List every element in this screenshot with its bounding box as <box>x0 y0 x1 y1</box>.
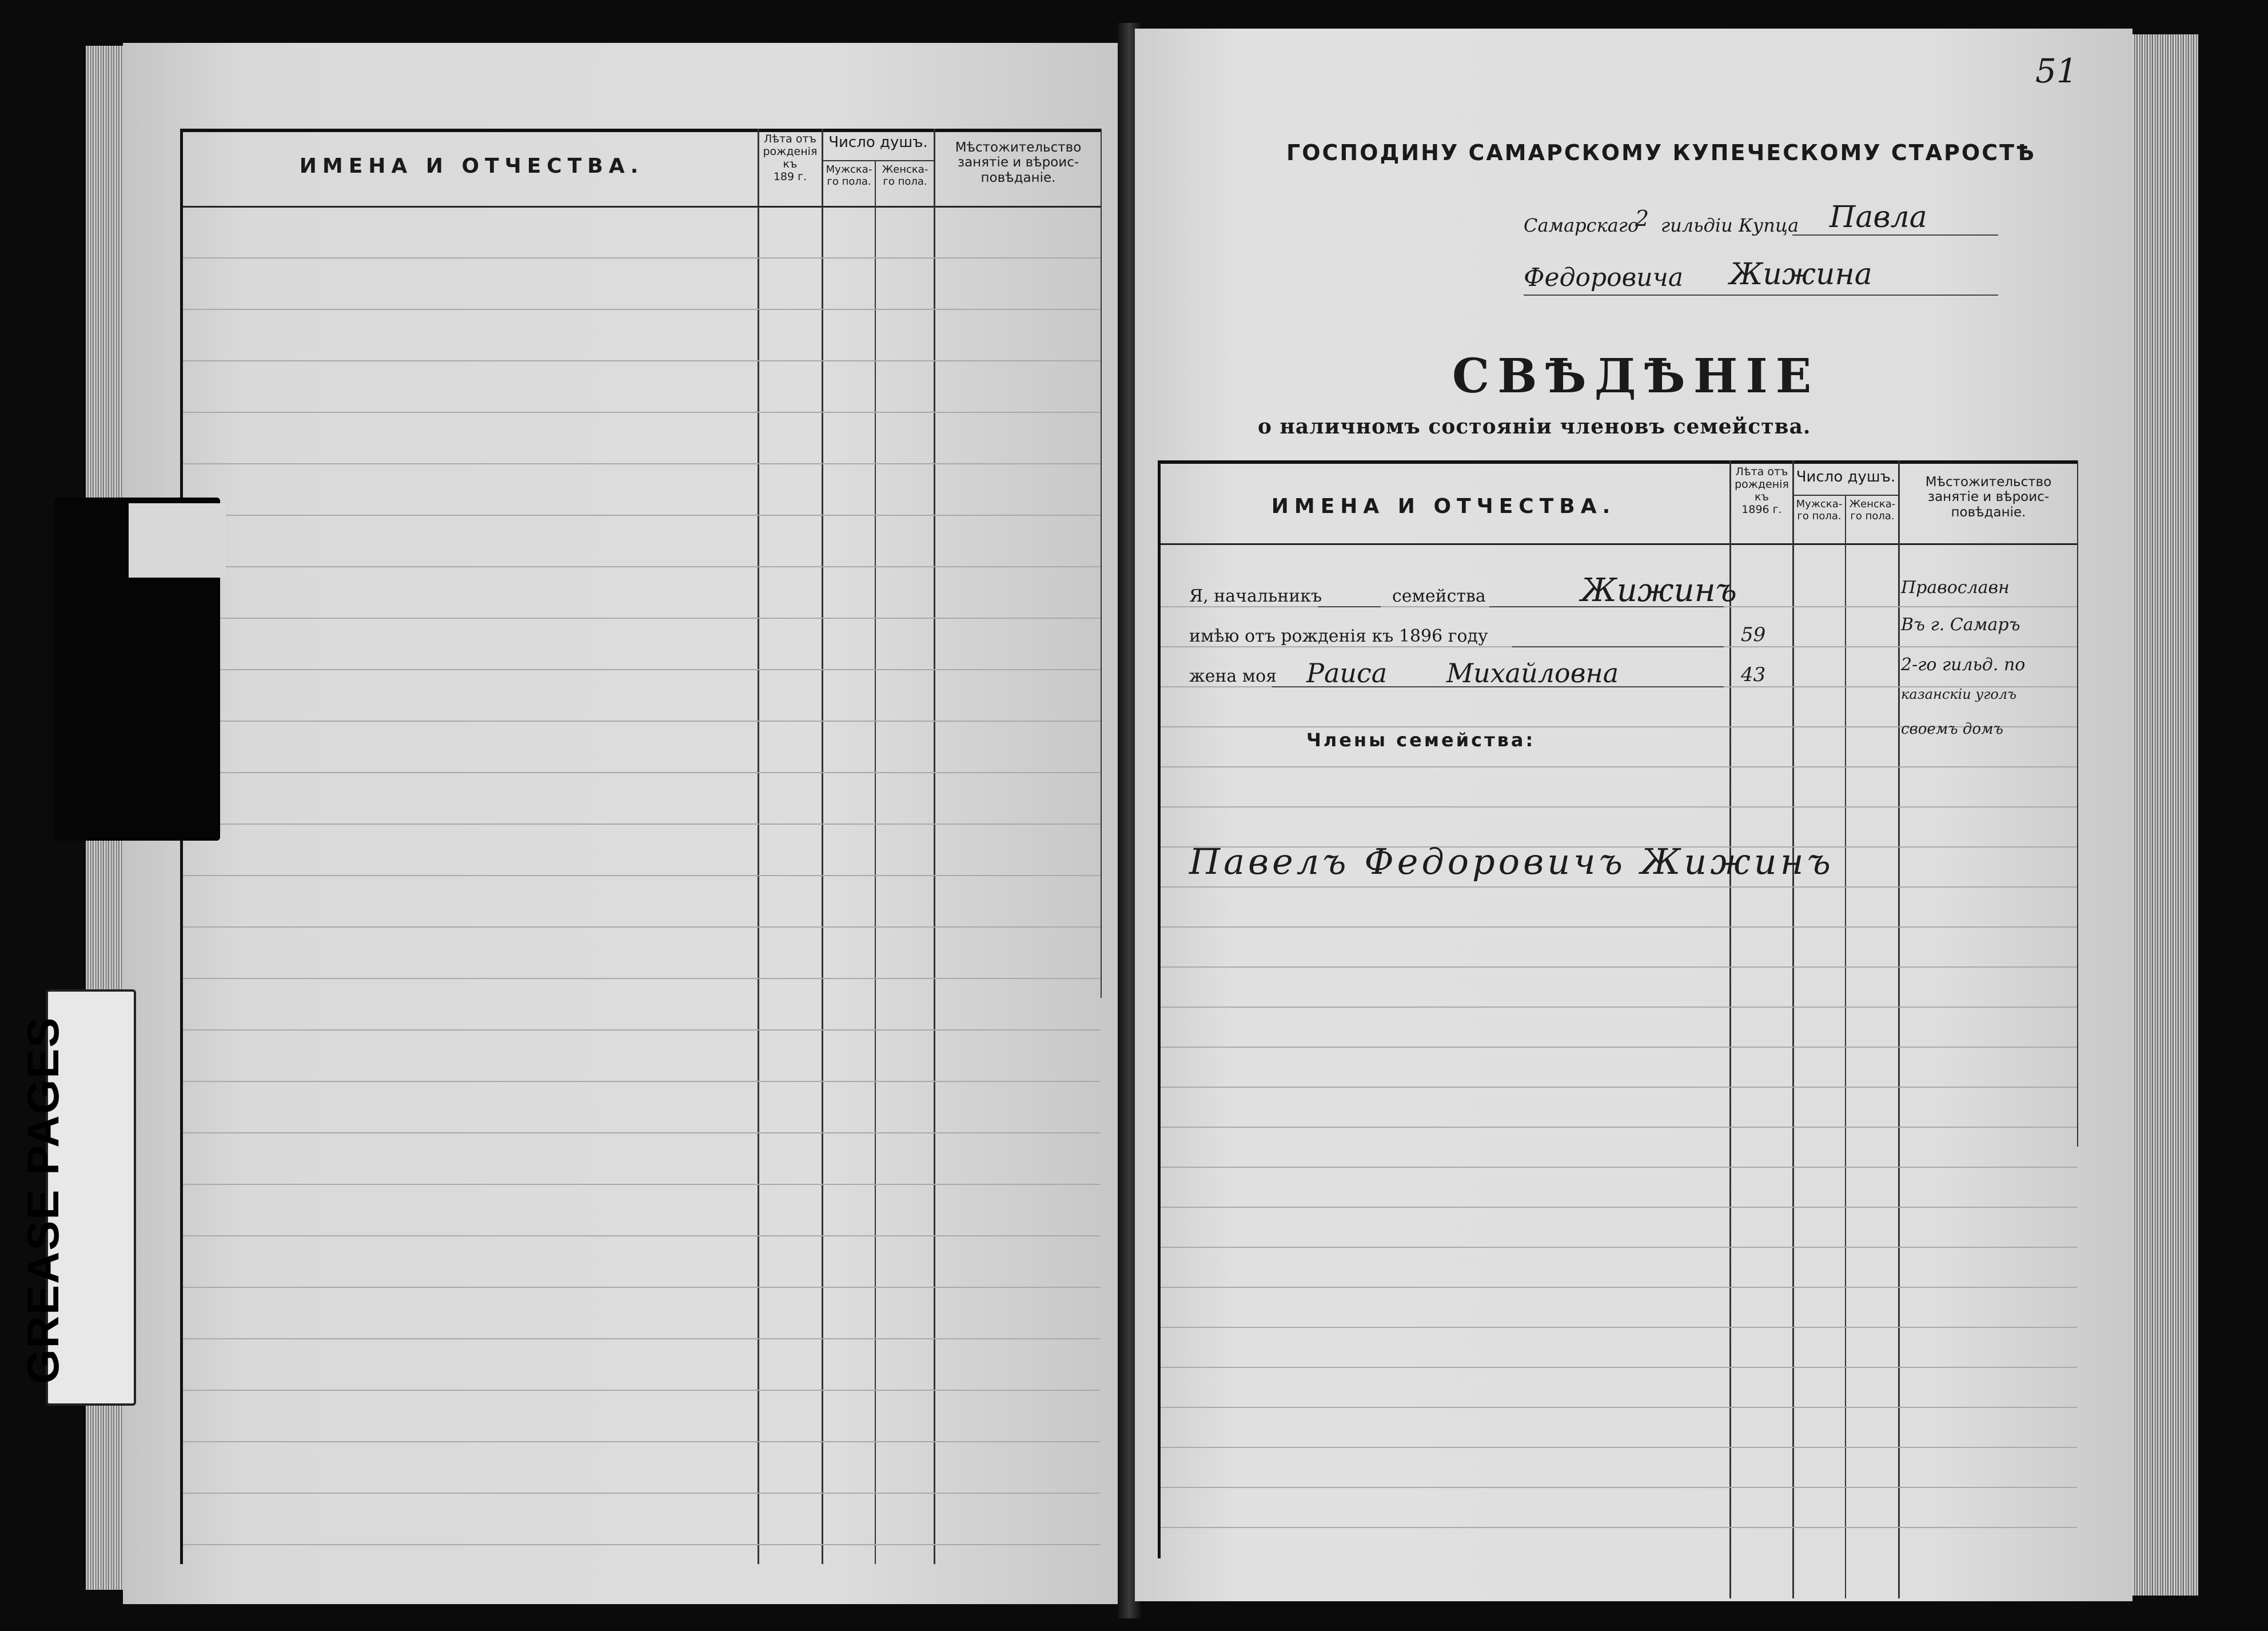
left-ruled-line <box>183 926 1101 928</box>
right-ruled-line <box>1161 1087 2077 1088</box>
right-table-left-border <box>1158 460 1161 1558</box>
surname-line <box>1524 295 1998 296</box>
right-ruled-line <box>1161 1127 2077 1128</box>
left-header-female-1: Женска- <box>882 164 928 176</box>
left-col-divider-residence <box>934 129 935 1564</box>
left-ruled-line <box>183 1029 1101 1031</box>
row3-age: 43 <box>1741 663 1766 686</box>
right-ruled-line <box>1161 1207 2077 1208</box>
row1-printed-b: семейства <box>1392 586 1486 606</box>
residence-note-3: 2-го гильд. по <box>1901 655 2026 675</box>
merchant-patronymic: Федоровича <box>1524 263 1684 292</box>
left-ruled-line <box>183 309 1101 310</box>
left-ruled-line <box>183 566 1101 567</box>
merchant-first-name: Павла <box>1829 200 1927 234</box>
right-header-souls: Число душъ. <box>1796 468 1896 486</box>
row1-line-a <box>1318 606 1381 607</box>
merchant-surname: Жижина <box>1729 257 1872 292</box>
left-ruled-line <box>183 1184 1101 1185</box>
right-header-residence-3: повѣданіе. <box>1951 504 2026 520</box>
right-ruled-line <box>1161 886 2077 888</box>
right-ruled-line <box>1161 1327 2077 1328</box>
row1-printed-a: Я, начальникъ <box>1189 586 1322 606</box>
left-souls-subrule <box>822 160 934 161</box>
right-header-male-2: го пола. <box>1797 510 1841 522</box>
right-souls-subrule <box>1792 495 1898 496</box>
left-header-names: ИМЕНА И ОТЧЕСТВА. <box>299 154 644 178</box>
left-header-female <box>876 164 934 188</box>
right-ruled-line <box>1161 966 2077 968</box>
right-header-years-4: 1896 г. <box>1741 503 1782 516</box>
left-ruled-line <box>183 1287 1101 1288</box>
right-header-years-1: Лѣта отъ <box>1735 466 1788 478</box>
left-header-male <box>823 164 875 188</box>
right-header-female-2: го пола. <box>1850 510 1895 522</box>
left-header-years-3: къ <box>783 157 798 170</box>
right-header-male <box>1793 499 1845 522</box>
left-ruled-line <box>183 1493 1101 1494</box>
residence-note-2: Въ г. Самаръ <box>1901 615 2020 635</box>
left-header-residence-3: повѣданіе. <box>980 170 1056 185</box>
right-header-years <box>1731 466 1792 516</box>
row2-printed: имѣю отъ рожденія къ 1896 году <box>1189 626 1488 646</box>
left-col-divider-male <box>822 129 823 1564</box>
right-header-years-3: къ <box>1755 490 1769 503</box>
right-header-names: ИМЕНА И ОТЧЕСТВА. <box>1271 495 1616 518</box>
right-ruled-line <box>1161 1447 2077 1448</box>
right-table-right-border <box>2077 460 2078 1147</box>
left-header-years-1: Лѣта отъ <box>764 133 816 145</box>
row3-line <box>1272 686 1724 687</box>
left-ruled-line <box>183 412 1101 413</box>
family-member-entry: Павелъ Федоровичъ Жижинъ <box>1189 841 1834 882</box>
addressee: ГОСПОДИНУ САМАРСКОМУ КУПЕЧЕСКОМУ СТАРОСТѢ <box>1286 140 2036 165</box>
right-ruled-line <box>1161 1047 2077 1048</box>
right-col-divider-years <box>1729 460 1731 1598</box>
left-ruled-line <box>183 1081 1101 1082</box>
left-table-left-border <box>180 129 183 1564</box>
left-ruled-line <box>183 360 1101 361</box>
row3-wife-patronymic: Михайловна <box>1446 658 1619 689</box>
residence-note-1: Православн <box>1901 578 2010 598</box>
left-header-female-2: го пола. <box>883 175 927 188</box>
right-ruled-line <box>1161 1167 2077 1168</box>
left-ruled-line <box>183 1544 1101 1545</box>
left-ruled-line <box>183 1441 1101 1442</box>
left-header-years <box>759 133 822 183</box>
right-header-residence-1: Мѣстожительство <box>1925 475 2052 490</box>
guild-number: 2 <box>1635 206 1649 231</box>
right-ruled-line <box>1161 806 2077 807</box>
left-table-right-border <box>1101 129 1102 998</box>
right-col-divider-male <box>1792 460 1794 1598</box>
left-ruled-line <box>183 1132 1101 1133</box>
from-printed: Самарскаго <box>1524 214 1639 236</box>
grease-pages-label: GREASE PAGES <box>18 1016 68 1384</box>
right-header-female-1: Женска- <box>1849 498 1896 510</box>
left-page <box>123 43 1129 1604</box>
left-ruled-line <box>183 824 1101 825</box>
left-header-residence-2: занятіе и вѣроис- <box>957 155 1079 170</box>
left-col-divider-female <box>875 160 876 1564</box>
right-header-male-1: Мужска- <box>1796 498 1843 510</box>
right-ruled-line <box>1161 1487 2077 1488</box>
left-header-residence-1: Мѣстожительство <box>955 140 1082 155</box>
right-table-top-rule <box>1158 460 2078 464</box>
row2-age: 59 <box>1741 623 1766 646</box>
page-number: 51 <box>2035 51 2078 90</box>
left-ruled-line <box>183 721 1101 722</box>
left-table-top-rule <box>180 129 1101 132</box>
left-header-years-2: рожденія <box>763 145 818 158</box>
guild-printed: гильдіи Купца <box>1661 214 1799 236</box>
document-subtitle: о наличномъ состояніи членовъ семейства. <box>1258 415 1811 439</box>
right-ruled-line <box>1161 1247 2077 1248</box>
left-header-souls: Число душъ. <box>828 134 928 151</box>
right-ruled-line <box>1161 1407 2077 1408</box>
left-header-bottom-rule <box>180 206 1101 208</box>
right-header-bottom-rule <box>1158 543 2078 545</box>
left-col-divider-years <box>758 129 759 1564</box>
right-ruled-line <box>1161 1287 2077 1288</box>
first-name-line <box>1792 234 1998 236</box>
left-header-male-1: Мужска- <box>826 164 872 176</box>
residence-note-4: казанскіи уголъ <box>1901 686 2017 702</box>
row1-line-b <box>1489 606 1724 607</box>
left-ruled-line <box>183 515 1101 516</box>
right-header-female <box>1847 499 1898 522</box>
left-header-residence <box>936 140 1101 185</box>
left-header-male-2: го пола. <box>827 175 871 188</box>
left-ruled-line <box>183 618 1101 619</box>
left-ruled-line <box>183 772 1101 773</box>
left-ruled-line <box>183 1390 1101 1391</box>
row2-line <box>1512 646 1724 647</box>
left-ruled-line <box>183 463 1101 464</box>
document-title: СВѢДѢНІЕ <box>1452 349 1820 404</box>
right-ruled-line <box>1161 766 2077 767</box>
binder-clip-highlight <box>129 503 226 578</box>
right-header-residence <box>1900 475 2077 520</box>
right-page-edges <box>2130 34 2198 1596</box>
right-ruled-line <box>1161 1007 2077 1008</box>
right-ruled-line <box>1161 1527 2077 1528</box>
row3-printed: жена моя <box>1189 666 1277 686</box>
row1-head-surname: Жижинъ <box>1581 572 1737 609</box>
right-col-divider-residence <box>1898 460 1900 1598</box>
family-members-label: Члены семейства: <box>1306 729 1536 751</box>
right-header-residence-2: занятіе и вѣроис- <box>1927 490 2050 505</box>
left-ruled-line <box>183 978 1101 979</box>
left-ruled-line <box>183 669 1101 670</box>
left-ruled-line <box>183 875 1101 876</box>
row3-wife-first-name: Раиса <box>1306 658 1388 689</box>
left-ruled-line <box>183 1338 1101 1339</box>
left-header-years-4: 189 г. <box>773 170 807 183</box>
right-page <box>1135 29 2133 1601</box>
residence-note-5: своемъ домъ <box>1901 721 2003 738</box>
left-ruled-line <box>183 1235 1101 1236</box>
right-header-years-2: рожденія <box>1735 478 1789 491</box>
right-ruled-line <box>1161 1367 2077 1368</box>
right-ruled-line <box>1161 926 2077 928</box>
left-ruled-line <box>183 257 1101 258</box>
